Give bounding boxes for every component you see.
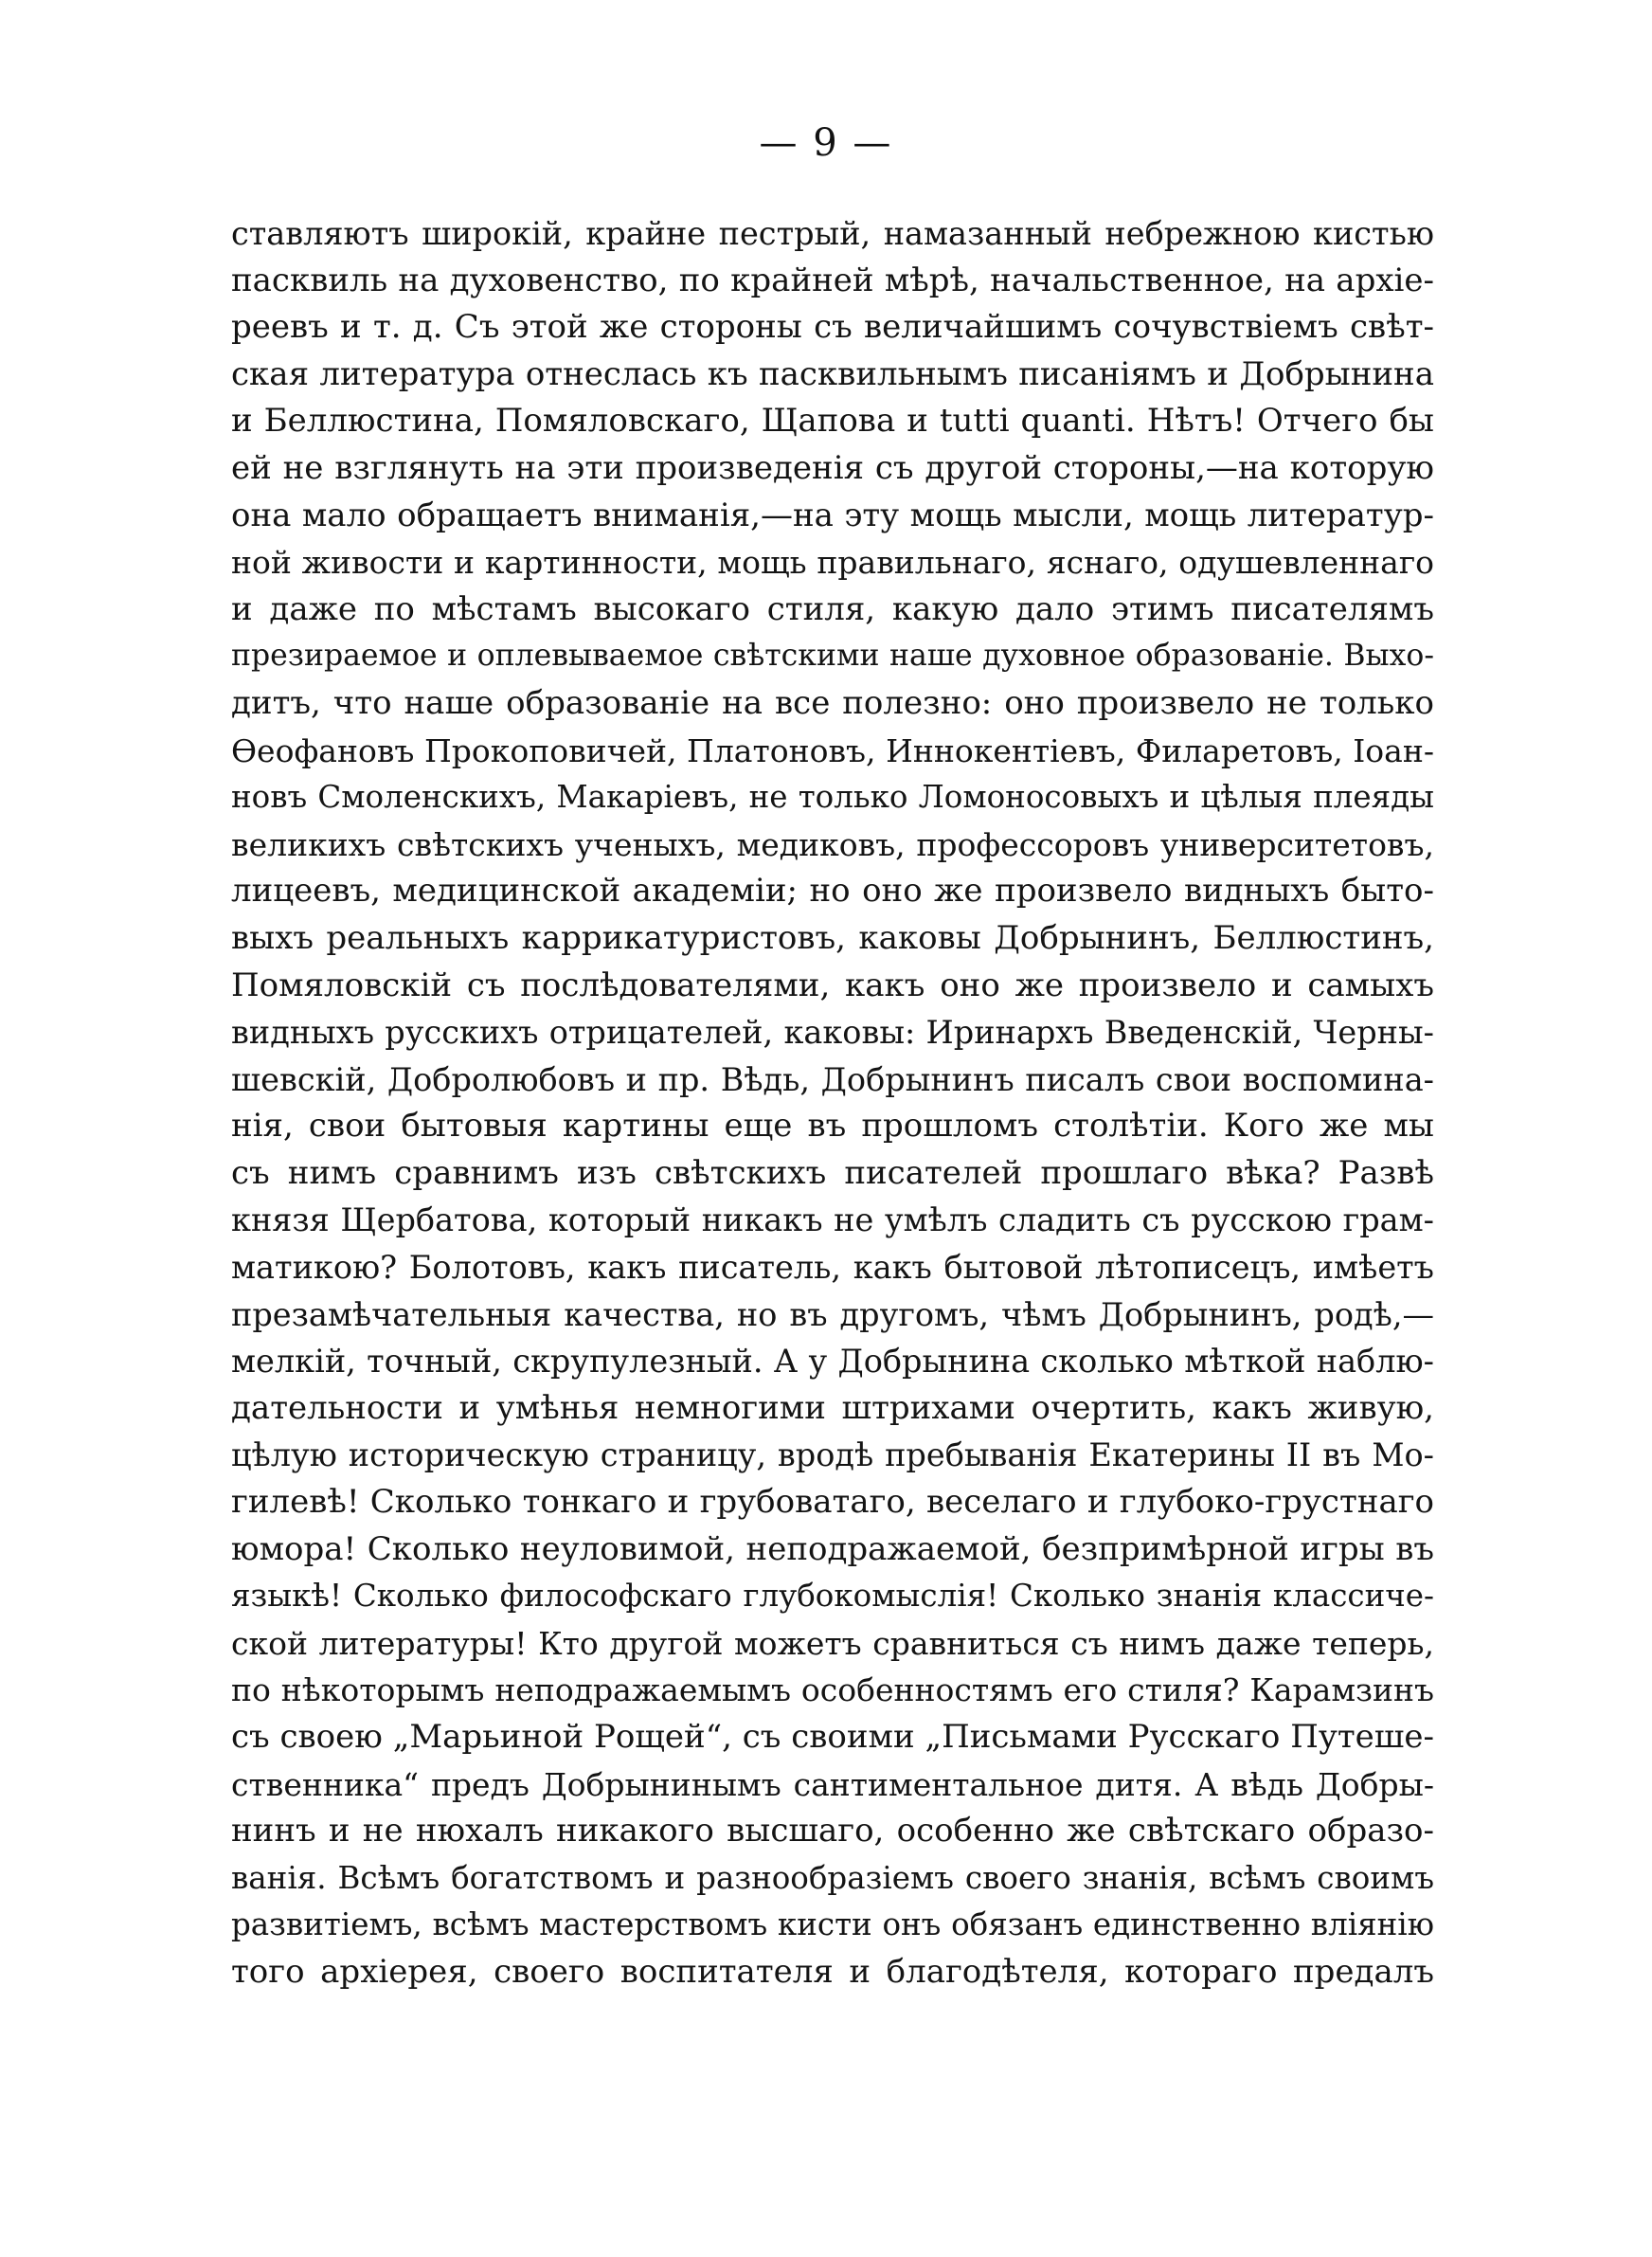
text-line: ванія. Всѣмъ богатствомъ и разнообразіемъ своего знанія, всѣмъ своимъ xyxy=(231,1859,1434,1896)
text-line: нія, свои бытовыя картины еще въ прошломъ столѣтіи. Кого же мы xyxy=(231,1107,1434,1146)
text-line: того архіерея, своего воспитателя и благодѣтеля, котораго предалъ xyxy=(231,1952,1434,1991)
text-line: презамѣчательныя качества, но въ другомъ, чѣмъ Добрынинъ, родѣ,— xyxy=(231,1295,1434,1333)
text-line: съ своею „Марьиной Рощей“, съ своими „Письмами Русскаго Путеше- xyxy=(231,1718,1434,1756)
text-line: языкѣ! Сколько философскаго глубокомыслія! Сколько знанія классиче- xyxy=(231,1578,1434,1615)
page-number: — 9 — xyxy=(759,121,893,165)
text-line: и даже по мѣстамъ высокаго стиля, какую дало этимъ писателямъ xyxy=(231,589,1434,628)
text-line: нинъ и не нюхалъ никакого высшаго, особенно же свѣтскаго образо- xyxy=(231,1812,1434,1851)
text-line: Помяловскій съ послѣдователями, какъ оно же произвело и самыхъ xyxy=(231,966,1434,1004)
text-line: презираемое и оплевываемое свѣтскими наше духовное образованіе. Выхо- xyxy=(231,639,1434,674)
text-line: видныхъ русскихъ отрицателей, каковы: Иринархъ Введенскій, Черны- xyxy=(231,1014,1434,1052)
text-line: новъ Смоленскихъ, Макаріевъ, не только Ломоносовыхъ и цѣлыя плеяды xyxy=(231,779,1434,816)
text-line: реевъ и т. д. Съ этой же стороны съ величайшимъ сочувствіемъ свѣт- xyxy=(231,308,1434,347)
body-text xyxy=(231,210,1434,1996)
text-line: матикою? Болотовъ, какъ писатель, какъ бытовой лѣтописецъ, имѣетъ xyxy=(231,1249,1434,1287)
text-line: дитъ, что наше образованіе на все полезно: оно произвело не только xyxy=(231,683,1434,722)
text-line: выхъ реальныхъ каррикатуристовъ, каковы Добрынинъ, Беллюстинъ, xyxy=(231,918,1434,957)
text-line: великихъ свѣтскихъ ученыхъ, медиковъ, профессоровъ университетовъ, xyxy=(231,825,1434,863)
text-line: съ нимъ сравнимъ изъ свѣтскихъ писателей прошлаго вѣка? Развѣ xyxy=(231,1153,1434,1192)
text-line: развитіемъ, всѣмъ мастерствомъ кисти онъ обязанъ единственно вліянію xyxy=(231,1906,1434,1943)
text-line: лицеевъ, медицинской академіи; но оно же произвело видныхъ быто- xyxy=(231,872,1434,911)
text-line: Ѳеофановъ Прокоповичей, Платоновъ, Иннокентіевъ, Филаретовъ, Іоан- xyxy=(231,731,1434,769)
text-line: шевскій, Добролюбовъ и пр. Вѣдь, Добрынинъ писалъ свои воспомина- xyxy=(231,1060,1434,1098)
text-line: по нѣкоторымъ неподражаемымъ особенностямъ его стиля? Карамзинъ xyxy=(231,1671,1434,1709)
text-line: ская литература отнеслась къ пасквильнымъ писаніямъ и Добрынина xyxy=(231,354,1434,393)
text-line: дательности и умѣнья немногими штрихами очертить, какъ живую, xyxy=(231,1388,1434,1427)
text-line: юмора! Сколько неуловимой, неподражаемой, безпримѣрной игры въ xyxy=(231,1529,1434,1568)
text-line: гилевѣ! Сколько тонкаго и грубоватаго, веселаго и глубоко-грустнаго xyxy=(231,1483,1434,1522)
text-line: князя Щербатова, который никакъ не умѣлъ сладить съ русскою грам- xyxy=(231,1201,1434,1239)
text-line: пасквиль на духовенство, по крайней мѣрѣ, начальственное, на архіе- xyxy=(231,261,1434,299)
text-line: ной живости и картинности, мощь правильнаго, яснаго, одушевленнаго xyxy=(231,544,1434,582)
text-line: она мало обращаетъ вниманія,—на эту мощь мысли, мощь литератур- xyxy=(231,496,1434,534)
text-line: ской литературы! Кто другой можетъ сравниться съ нимъ даже теперь, xyxy=(231,1624,1434,1662)
text-line: ственника“ предъ Добрынинымъ сантиментальное дитя. А вѣдь Добры- xyxy=(231,1765,1434,1803)
text-line: ставляютъ широкій, крайне пестрый, намазанный небрежною кистью xyxy=(231,215,1434,252)
text-line: цѣлую историческую страницу, вродѣ пребыванія Екатерины II въ Мо- xyxy=(231,1436,1434,1474)
text-line: ей не взглянуть на эти произведенія съ другой стороны,—на которую xyxy=(231,448,1434,487)
text-line: мелкій, точный, скрупулезный. А у Добрынина сколько мѣткой наблю- xyxy=(231,1343,1434,1381)
text-line: и Беллюстина, Помяловскаго, Щапова и tutti quanti. Нѣтъ! Отчего бы xyxy=(231,402,1434,441)
